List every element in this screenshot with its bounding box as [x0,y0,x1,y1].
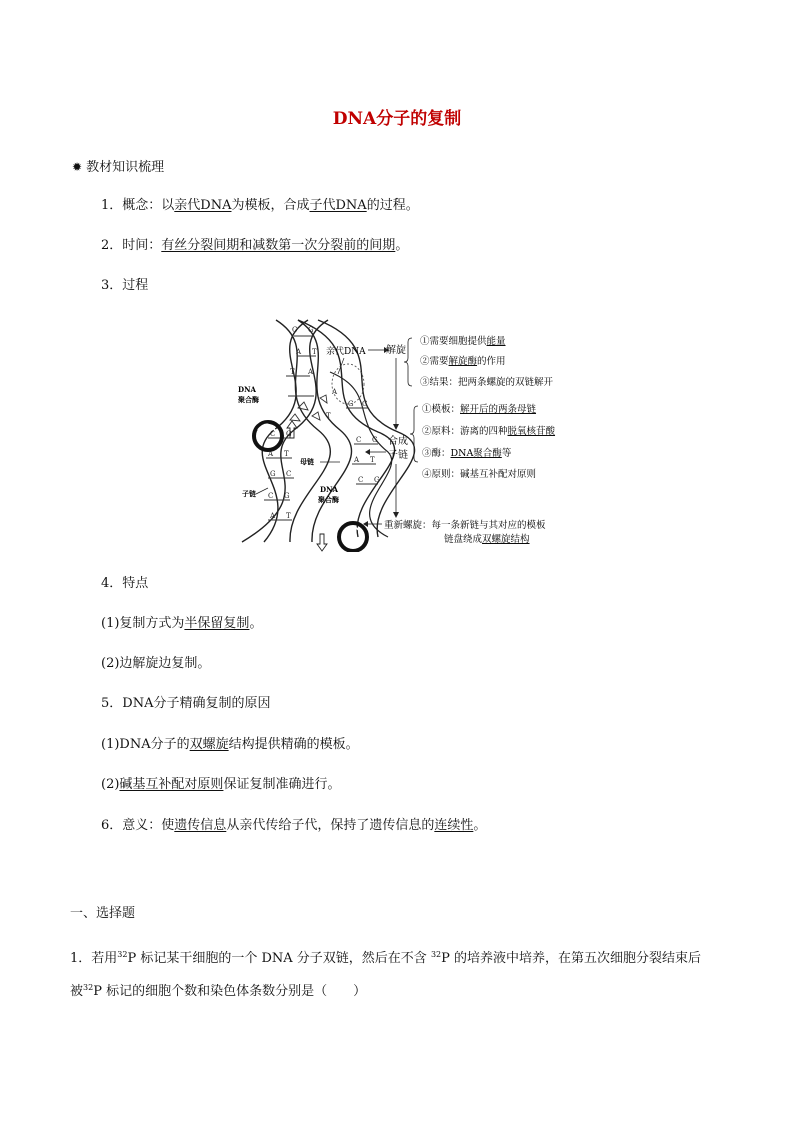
rewind-text-2: 链盘绕成双螺旋结构 [444,534,530,545]
base-letter: C [362,400,368,408]
item-number: 4． [101,576,123,591]
base-letter: G [308,326,314,334]
question-text: 被 [70,984,84,999]
item-reason-2 [101,776,340,794]
rewind-text-1: 重新螺旋：每一条新链与其对应的模板 [384,520,546,531]
synthesis-label-1: 合成 [388,436,408,447]
unwind-condition-1: ①需要细胞提供能量 [420,336,506,347]
unwind-label: 解旋 [386,345,406,356]
base-letter: G [374,476,380,484]
item-text: 时间： [122,238,162,253]
question-text: P 的培养液中培养，在第五次细胞分裂结束后 [441,951,702,966]
base-letter: T [370,456,375,464]
synthesis-label-2: 子链 [388,450,408,461]
question-1-line-2 [70,983,366,1001]
base-letter: G [372,436,378,444]
item-process [101,277,148,295]
item-text: 结构提供精确的模板。 [228,737,359,752]
question-section-heading: 一、选择题 [70,906,136,921]
underlined-answer: 碱基互补配对原则 [119,777,224,792]
page-title: DNA分子的复制 [332,109,462,129]
parent-dna-label: 亲代DNA [326,347,366,357]
superscript: 32 [83,983,94,992]
synthesis-template: ①模板：解开后的两条母链 [422,404,537,415]
item-text: 。 [395,238,409,253]
question-text: P 标记的细胞个数和染色体条数分别是（ ） [93,984,367,999]
base-letter: A [332,388,338,396]
base-letter: T [286,512,291,520]
item-concept [101,197,419,215]
question-text: 1．若用 [70,951,118,966]
item-feature-1 [101,615,262,633]
base-letter: C [268,492,274,500]
item-number: 6． [101,818,123,833]
base-letter: C [286,470,292,478]
base-letter: A [268,450,274,458]
question-text: P 标记某干细胞的一个 DNA 分子双链，然后在不含 [127,951,431,966]
item-text: (1)复制方式为 [101,616,185,631]
base-letter: T [284,450,289,458]
item-text: (1)DNA分子的 [101,737,190,752]
item-reasons [101,695,270,713]
base-letter: C [358,476,364,484]
base-letter: G [270,470,276,478]
base-letter: C [292,326,298,334]
item-number: 1． [101,198,123,213]
item-meaning [101,817,486,835]
item-text: 为模板，合成 [231,198,310,213]
underlined-answer: 亲代DNA [174,198,232,213]
underlined-answer: 子代DNA [309,198,367,213]
underlined-answer: 连续性 [434,818,474,833]
item-features [101,575,148,593]
item-number: 5． [101,696,123,711]
item-number: 3． [101,278,123,293]
synthesis-enzyme: ③酶：DNA聚合酶等 [422,448,512,459]
item-time [101,237,408,255]
item-feature-2: (2)边解旋边复制。 [101,656,211,671]
item-reason-1 [101,736,359,754]
item-text: 。 [473,818,487,833]
question-1-line-1 [70,950,701,968]
unwind-condition-2: ②需要解旋酶的作用 [420,356,506,367]
underlined-answer: 遗传信息 [174,818,227,833]
item-number: 2． [101,238,123,253]
item-text: (2) [101,777,120,792]
base-letter: A [270,512,276,520]
base-letter: C [270,430,276,438]
polymerase-label-b1: DNA [320,485,338,494]
base-letter: C [356,436,362,444]
polymerase-label-b2: 聚合酶 [318,495,339,504]
item-text: DNA分子精确复制的原因 [122,696,271,711]
base-letter: G [348,400,354,408]
superscript: 32 [117,950,128,959]
superscript: 32 [430,950,442,959]
base-letter: G [286,430,292,438]
item-text: 概念：以 [122,198,175,213]
base-letter: G [284,492,290,500]
child-strand-label: 子链 [242,489,256,498]
section-heading [72,158,164,177]
mother-strand-label: 母链 [300,457,314,466]
item-text: 从亲代传给子代，保持了遗传信息的 [226,818,435,833]
item-text: 意义：使 [122,818,175,833]
underlined-answer: 半保留复制 [184,616,250,631]
item-text: 保证复制准确进行。 [223,777,341,792]
item-text: 。 [249,616,263,631]
base-letter: A [308,368,314,376]
base-letter: T [326,412,331,420]
base-letter: T [312,348,317,356]
synthesis-principle: ④原则：碱基互补配对原则 [422,469,537,480]
base-letter: A [296,348,302,356]
polymerase-label-a1: DNA [238,385,256,394]
unwind-result: ③结果：把两条螺旋的双链解开 [420,377,554,388]
synthesis-material: ②原料：游离的四种脱氧核苷酸 [422,426,556,437]
item-text: 过程 [122,278,149,293]
star-icon: ✹ [72,160,83,174]
underlined-answer: 有丝分裂间期和减数第一次分裂前的间期 [161,238,396,253]
dna-replication-diagram [228,312,588,552]
base-letter: T [290,368,295,376]
item-text: 的过程。 [366,198,419,213]
underlined-answer: 双螺旋 [189,737,229,752]
item-text: 特点 [122,576,149,591]
base-letter: A [354,456,360,464]
polymerase-label-a2: 聚合酶 [238,395,259,404]
section-heading-text: 教材知识梳理 [86,160,165,175]
